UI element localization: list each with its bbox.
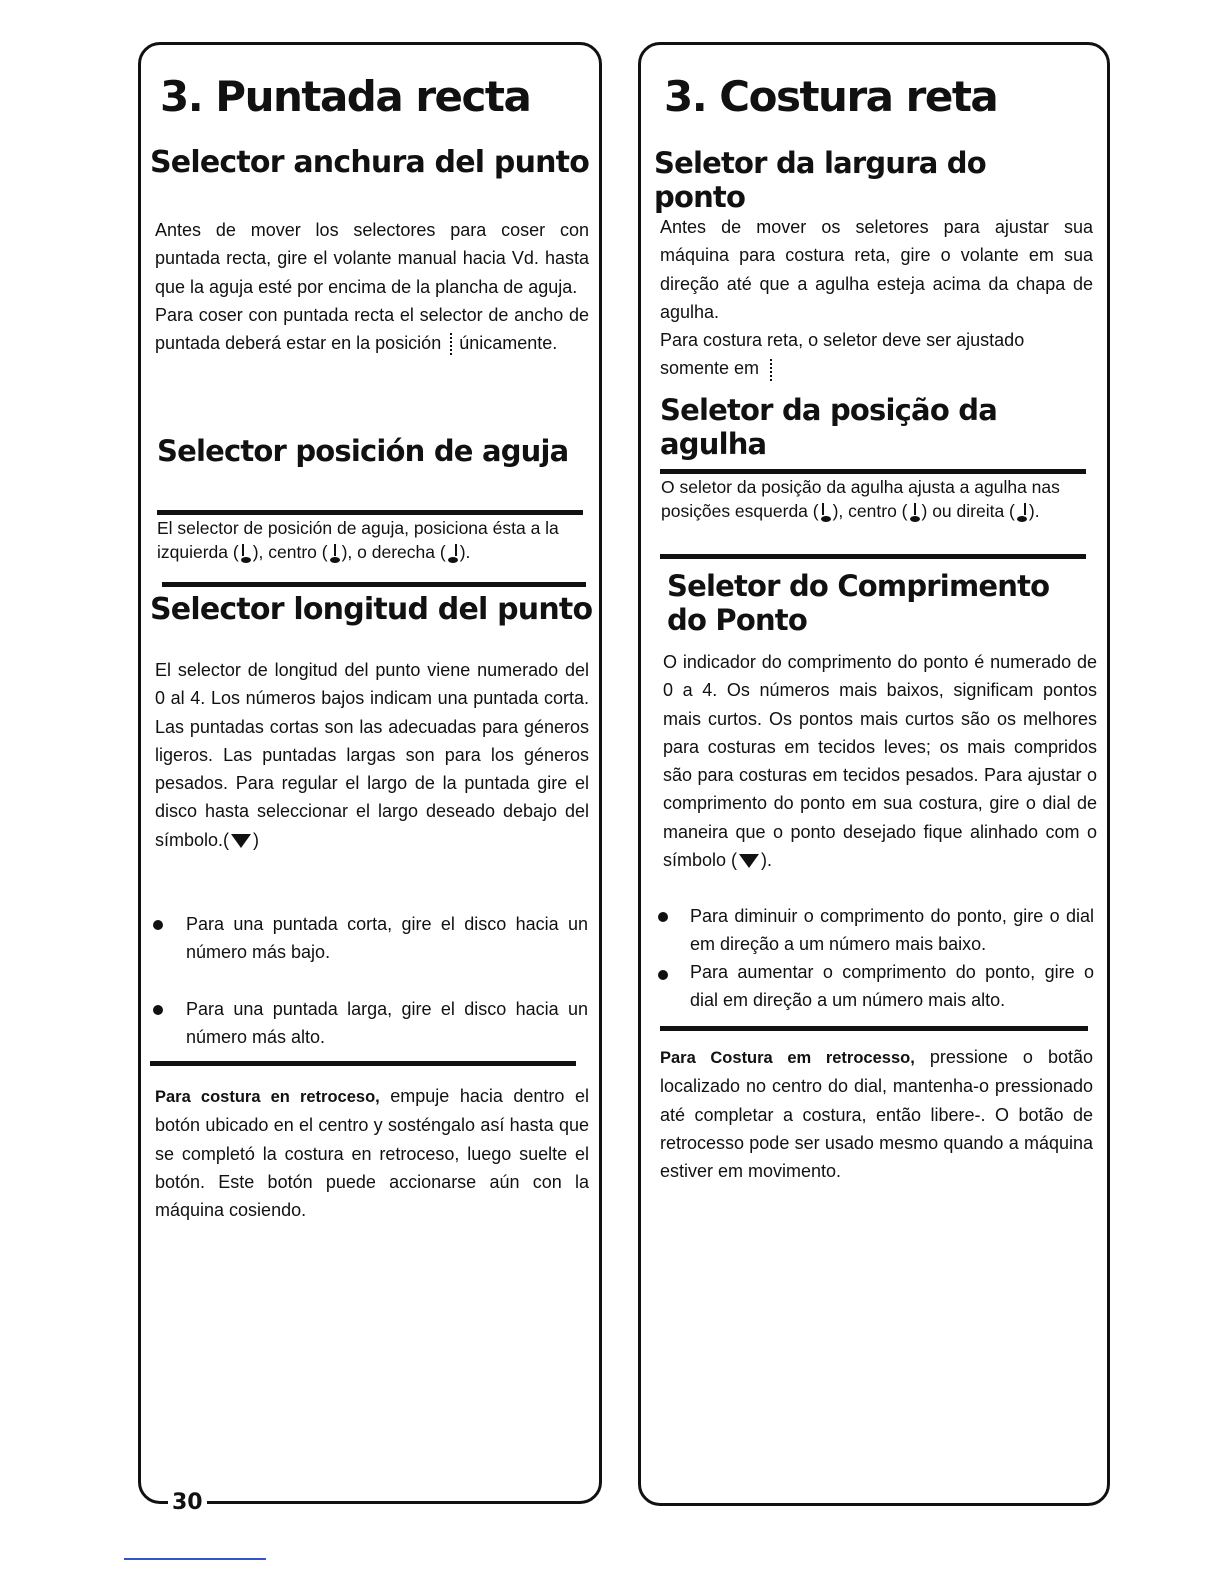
right-stitch-width-para-1: Antes de mover os seletores para ajustar sua máquina para costura reta, gire o volante em sua direção até que a agulha esteja acima da chapa de agulha.	[660, 217, 1093, 322]
left-needle-text-b: ), centro (	[252, 542, 328, 562]
needle-center-icon	[328, 542, 342, 564]
right-reverse-text: pressione o botão localizado no centro do dial, mantenha-o pressionado até completar a costura, então libere-. O botão de retrocesso pode ser usado mesmo quando a máquina estiver em movimento.	[660, 1047, 1093, 1182]
left-stitch-length-para	[155, 656, 589, 854]
right-stitch-width-para-2-text: Para costura reta, o seletor deve ser ajustado somente em	[660, 330, 1025, 379]
right-needle-text-a: O seletor da posição da agulha ajusta a agulha nas posições esquerda (	[661, 477, 1060, 521]
right-reverse-lead: Para Costura em retrocesso,	[660, 1049, 915, 1067]
right-bullet-2: Para aumentar o comprimento do ponto, gire o dial em direção a um número mais alto.	[690, 962, 1094, 1011]
needle-left-icon	[239, 542, 253, 564]
right-heading-stitch-width: Seletor da largura do ponto	[654, 146, 986, 215]
left-needle-text-d: ).	[459, 542, 471, 562]
bottom-link-underline	[124, 1558, 266, 1560]
left-stitch-length-text: El selector de longitud del punto viene numerado del 0 al 4. Los números bajos indicam una puntada corta. Las puntadas cortas son las adecuadas para géneros ligeros. Las puntadas largas son para los géneros pesados. Para regular el largo de la puntada gire el disco hasta seleccionar el largo deseado debajo del símbolo.(	[155, 660, 589, 850]
right-stitch-length-para	[663, 648, 1097, 874]
bullet-dot-icon	[153, 920, 163, 930]
left-stitch-width-para-2-end: únicamente.	[459, 333, 558, 354]
bullet-dot-icon	[658, 912, 668, 922]
left-rule-3	[150, 1061, 576, 1066]
right-bullet-1: Para diminuir o comprimento do ponto, gire o dial em direção a um número mais baixo.	[690, 906, 1094, 955]
left-bullet-2: Para una puntada larga, gire el disco hacia un número más alto.	[186, 999, 588, 1048]
left-rule-1	[157, 510, 583, 515]
left-needle-text-a: El selector de posición de aguja, posiciona ésta a la izquierda (	[157, 518, 559, 562]
left-reverse-lead: Para costura en retroceso,	[155, 1088, 380, 1106]
straight-stitch-symbol	[770, 359, 774, 381]
left-stitch-length-end: )	[253, 829, 260, 850]
right-needle-text-c: ) ou direita (	[921, 501, 1015, 521]
left-needle-position-para	[157, 516, 597, 564]
right-page-title: 3. Costura reta	[664, 72, 998, 121]
right-rule-1	[660, 469, 1086, 474]
left-stitch-width-para-2	[155, 301, 589, 358]
bullet-dot-icon	[658, 970, 668, 980]
left-page-title: 3. Puntada recta	[160, 72, 531, 121]
left-stitch-width-para-2-text: Para coser con puntada recta el selector de ancho de puntada deberá estar en la posición	[155, 304, 589, 354]
bullet-dot-icon	[153, 1005, 163, 1015]
left-stitch-width-section	[155, 216, 589, 357]
arrow-down-icon	[739, 854, 759, 868]
left-rule-2	[162, 582, 586, 587]
needle-left-icon	[819, 501, 833, 523]
left-stitch-width-para-1: Antes de mover los selectores para coser con puntada recta, gire el volante manual hacia Vd. hasta que la aguja esté por encima de la plancha de aguja.	[155, 220, 589, 297]
left-bullet-1: Para una puntada corta, gire el disco hacia un número más bajo.	[186, 914, 588, 963]
right-stitch-width-section	[660, 213, 1093, 383]
right-reverse-para	[660, 1043, 1093, 1185]
right-needle-text-b: ), centro (	[832, 501, 908, 521]
right-stitch-width-para-2	[660, 326, 1093, 383]
right-needle-position-para	[661, 475, 1096, 523]
page-number: 30	[168, 1490, 207, 1515]
right-stitch-length-text: O indicador do comprimento do ponto é numerado de 0 a 4. Os números mais baixos, significam pontos mais curtos. Os pontos mais curtos são os melhores para costuras em tecidos leves; os mais compridos são para costuras em tecidos pesados. Para ajustar o comprimento do ponto em sua costura, gire o dial de maneira que o ponto desejado fique alinhado com o símbolo (	[663, 652, 1097, 871]
right-heading-stitch-length: Seletor do Comprimento do Ponto	[667, 569, 1050, 638]
needle-center-icon	[908, 501, 922, 523]
right-heading-needle-position: Seletor da posição da agulha	[660, 393, 997, 462]
right-stitch-length-end: ).	[761, 850, 773, 871]
needle-right-icon	[1015, 501, 1029, 523]
right-needle-text-d: ).	[1028, 501, 1040, 521]
left-heading-needle-position: Selector posición de aguja	[157, 434, 569, 468]
needle-right-icon	[446, 542, 460, 564]
left-heading-stitch-width: Selector anchura del punto	[150, 145, 590, 180]
left-reverse-para	[155, 1082, 589, 1224]
left-needle-text-c: ), o derecha (	[341, 542, 446, 562]
left-reverse-text: empuje hacia dentro el botón ubicado en el centro y sosténgalo así hasta que se completó la costura en retroceso, luego suelte el botón. Este botón puede accionarse aún con la máquina cosiendo.	[155, 1086, 589, 1221]
straight-stitch-symbol	[450, 333, 454, 355]
arrow-down-icon	[231, 834, 251, 848]
left-heading-stitch-length: Selector longitud del punto	[150, 592, 593, 627]
right-rule-3	[660, 1026, 1088, 1031]
right-rule-2	[660, 554, 1086, 559]
